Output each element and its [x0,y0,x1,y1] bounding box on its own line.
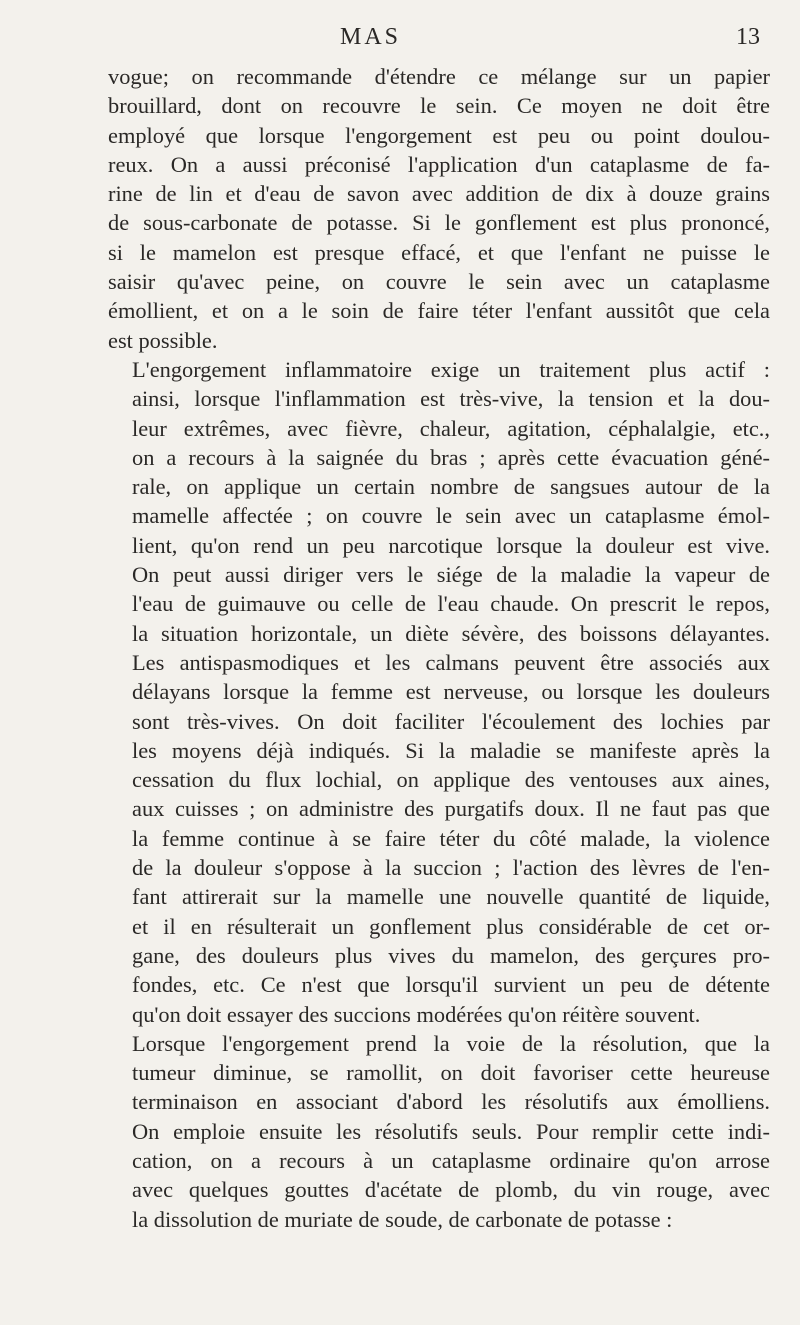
text-line: employé que lorsque l'engorgement est peu ou point doulou- [108,122,770,148]
text-line: de sous-carbonate de potasse. Si le gonflement est plus prononcé, [108,210,770,236]
text-line: est possible. [108,327,218,353]
text-line: rale, on applique un certain nombre de sangsues autour de la [132,474,770,500]
text-line: aux cuisses ; on administre des purgatifs doux. Il ne faut pas que [132,796,770,822]
text-line: émollient, et on a le soin de faire téter l'enfant aussitôt que cela [108,298,770,324]
text-line: Les antispasmodiques et les calmans peuvent être associés aux [132,649,770,675]
text-line: les moyens déjà indiqués. Si la maladie se manifeste après la [132,737,770,763]
text-line: On peut aussi diriger vers le siége de la maladie la vapeur de [132,562,770,588]
paragraph [108,1029,770,1234]
text-line: lient, qu'on rend un peu narcotique lorsque la douleur est vive. [132,532,770,558]
text-line: la dissolution de muriate de soude, de carbonate de potasse : [132,1206,673,1232]
text-line: si le mamelon est presque effacé, et que l'enfant ne puisse le [108,239,770,265]
text-line: fant attirerait sur la mamelle une nouvelle quantité de liquide, [132,884,770,910]
text-line: terminaison en associant d'abord les résolutifs aux émolliens. [132,1089,770,1115]
text-line: ainsi, lorsque l'inflammation est très-vive, la tension et la dou- [132,386,770,412]
text-line: l'eau de guimauve ou celle de l'eau chaude. On prescrit le repos, [132,591,770,617]
text-line: reux. On a aussi préconisé l'application d'un cataplasme de fa- [108,151,770,177]
text-line: la situation horizontale, un diète sévère, des boissons délayantes. [132,620,770,646]
text-line: délayans lorsque la femme est nerveuse, ou lorsque les douleurs [132,679,770,705]
paragraph [108,355,770,1029]
text-line: saisir qu'avec peine, on couvre le sein avec un cataplasme [108,269,770,295]
text-line: de la douleur s'oppose à la succion ; l'action des lèvres de l'en- [132,855,770,881]
text-line: gane, des douleurs plus vives du mamelon, des gerçures pro- [132,942,770,968]
text-line: vogue; on recommande d'étendre ce mélange sur un papier [108,64,770,89]
text-line: cessation du flux lochial, on applique des ventouses aux aines, [132,767,770,793]
text-line: tumeur diminue, se ramollit, on doit favoriser cette heureuse [132,1060,770,1086]
text-line: on a recours à la saignée du bras ; après cette évacuation géné- [132,444,770,470]
text-line: On emploie ensuite les résolutifs seuls. Pour remplir cette indi- [132,1118,770,1144]
text-line: fondes, etc. Ce n'est que lorsqu'il survient un peu de détente [132,972,770,998]
running-head [0,24,800,60]
text-line: Lorsque l'engorgement prend la voie de la résolution, que la [132,1030,770,1056]
text-line: avec quelques gouttes d'acétate de plomb, du vin rouge, avec [132,1177,770,1203]
page-number: 13 [736,24,760,50]
text-line: mamelle affectée ; on couvre le sein avec un cataplasme émol- [132,503,770,529]
text-line: cation, on a recours à un cataplasme ordinaire qu'on arrose [132,1147,770,1173]
text-line: leur extrêmes, avec fièvre, chaleur, agitation, céphalalgie, etc., [132,415,770,441]
text-line: la femme continue à se faire téter du côté malade, la violence [132,825,770,851]
text-line: L'engorgement inflammatoire exige un traitement plus actif : [132,356,770,382]
paragraph [108,62,770,355]
text-line: sont très-vives. On doit faciliter l'écoulement des lochies par [132,708,770,734]
text-line: qu'on doit essayer des succions modérées qu'on réitère souvent. [132,1001,701,1027]
text-line: rine de lin et d'eau de savon avec addition de dix à douze grains [108,181,770,207]
text-line: brouillard, dont on recouvre le sein. Ce moyen ne doit être [108,93,770,119]
running-head-title: MAS [340,24,402,50]
text-line: et il en résulterait un gonflement plus considérable de cet or- [132,913,770,939]
body-text [108,62,770,1234]
